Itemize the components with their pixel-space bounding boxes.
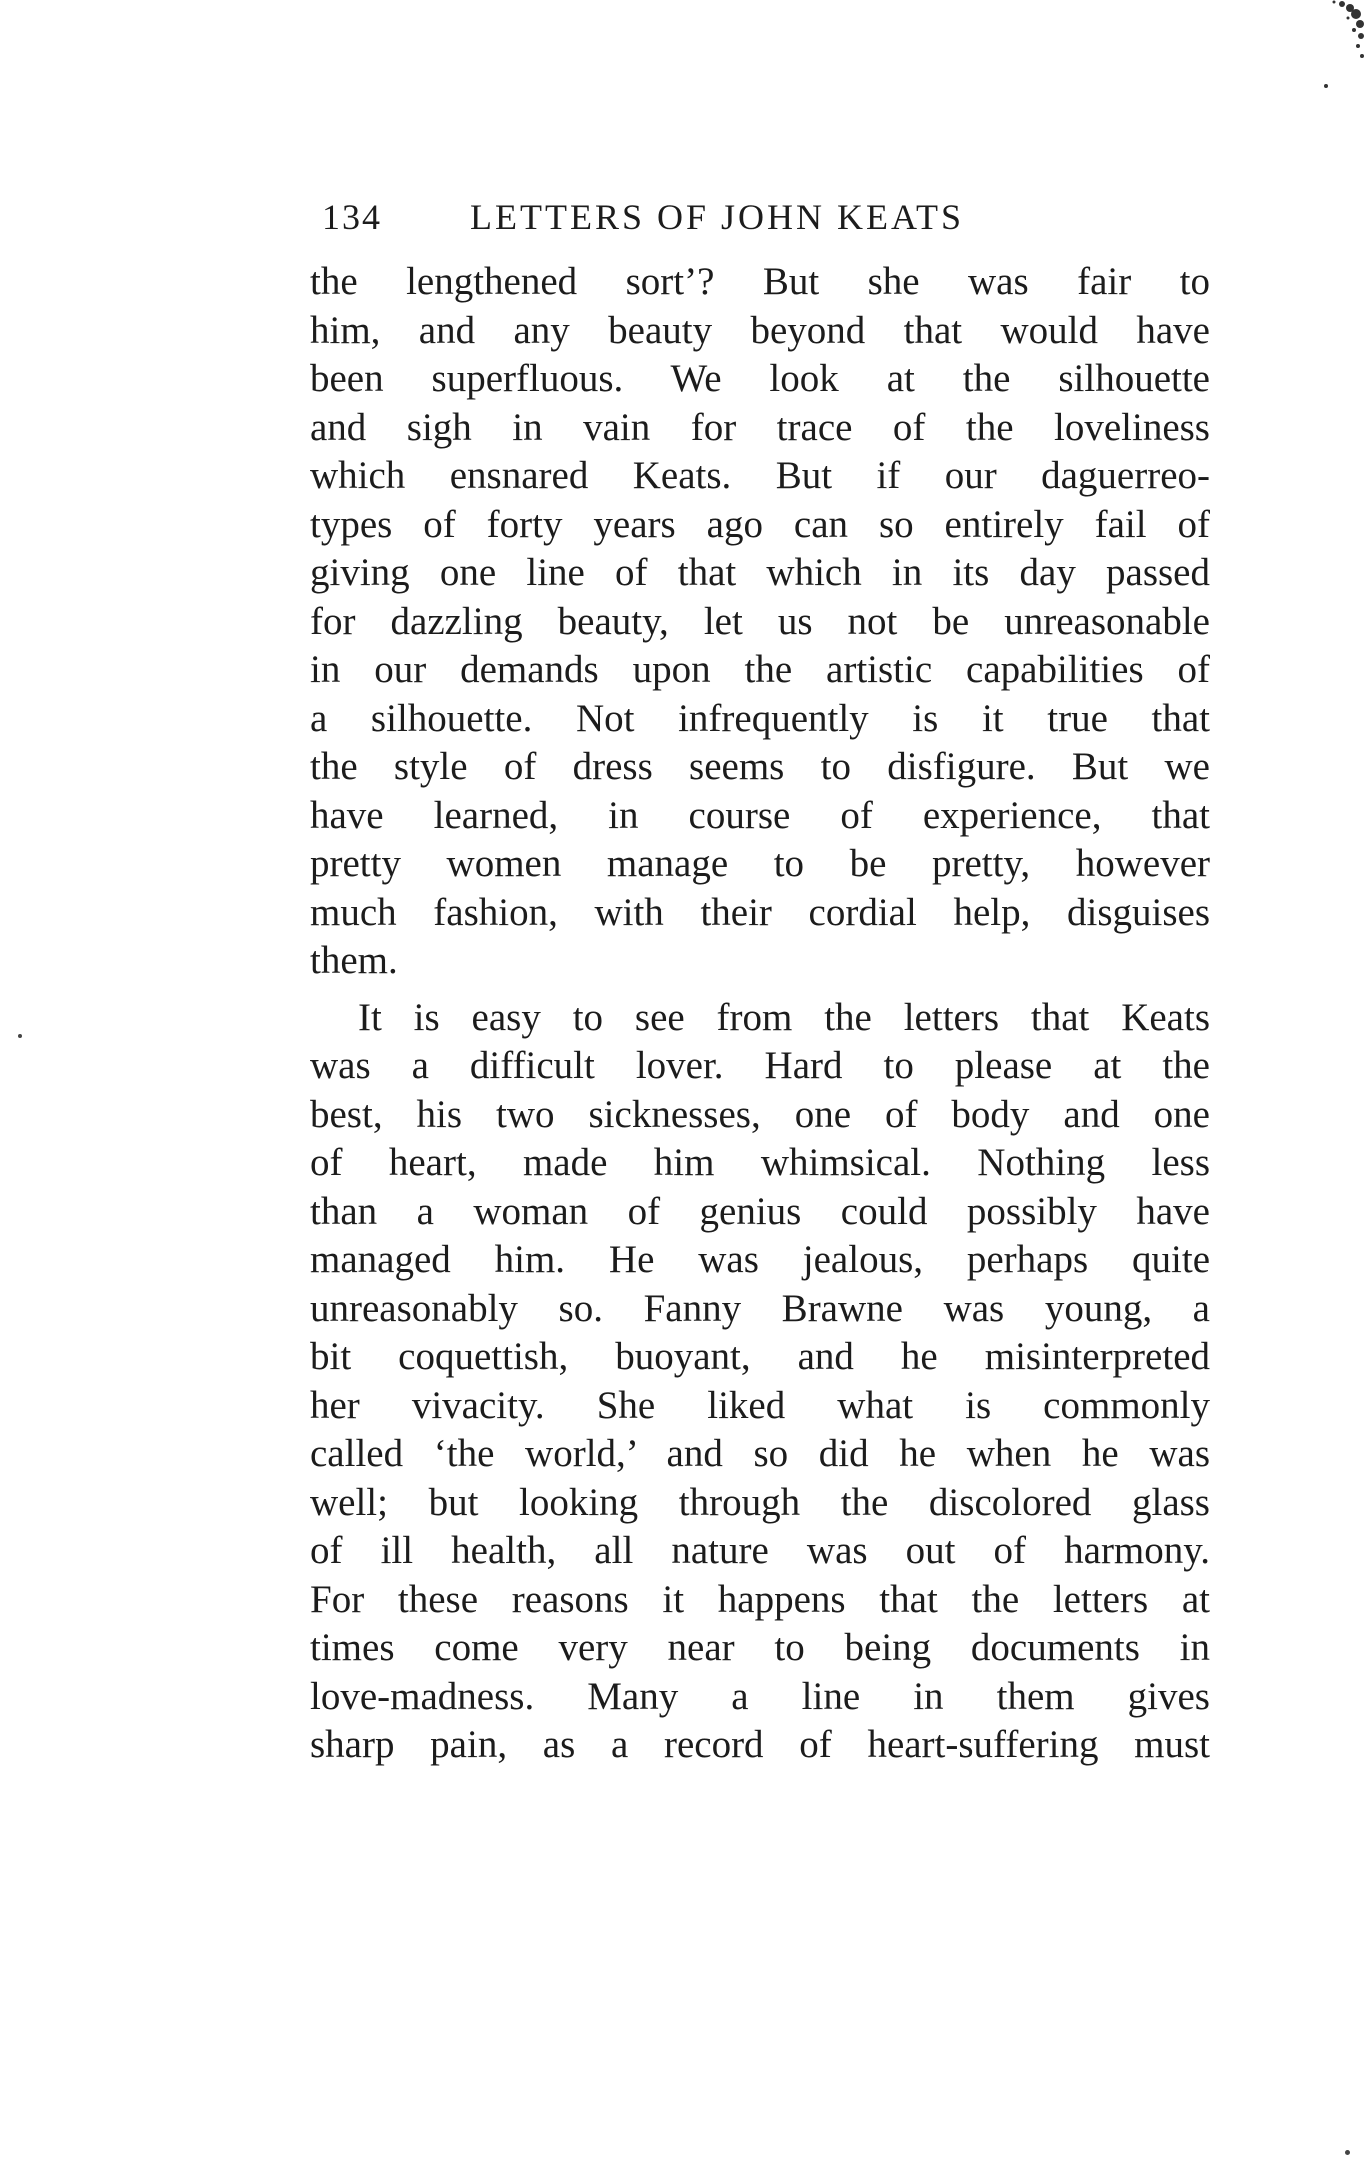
text-line: unreasonably so. Fanny Brawne was young, a	[310, 1286, 1210, 1330]
paragraph-2	[310, 994, 1210, 1770]
text-line: well; but looking through the discolored glass	[310, 1480, 1210, 1524]
text-line: pretty women manage to be pretty, however	[310, 842, 1210, 885]
text-line: giving one line of that which in its day passed	[310, 551, 1210, 594]
text-line: her vivacity. She liked what is commonly	[310, 1383, 1210, 1427]
text-line: him, and any beauty beyond that would have	[310, 308, 1210, 352]
text-line: been superfluous. We look at the silhouette	[310, 357, 1210, 400]
text-line: managed him. He was jealous, perhaps quite	[310, 1238, 1210, 1281]
text-line: have learned, in course of experience, that	[310, 793, 1210, 837]
paragraph-1	[310, 258, 1210, 986]
text-line: sharp pain, as a record of heart-suffering must	[310, 1723, 1210, 1766]
text-line: of ill health, all nature was out of harmony.	[310, 1529, 1210, 1572]
text-line: For these reasons it happens that the letters at	[310, 1577, 1210, 1621]
text-line: called ‘the world,’ and so did he when he was	[310, 1432, 1210, 1475]
text-line: for dazzling beauty, let us not be unreasonable	[310, 599, 1210, 643]
text-line: of heart, made him whimsical. Nothing less	[310, 1141, 1210, 1184]
text-line: bit coquettish, buoyant, and he misinterpreted	[310, 1335, 1210, 1378]
text-line: in our demands upon the artistic capabilities of	[310, 648, 1210, 691]
text-line: which ensnared Keats. But if our daguerreo-	[310, 454, 1210, 497]
paragraph-gap	[310, 986, 1210, 994]
page-edge-smudge	[1304, 0, 1364, 90]
ink-speck	[18, 1034, 22, 1038]
page-number: 134	[322, 197, 382, 237]
text-line: the style of dress seems to disfigure. But we	[310, 745, 1210, 788]
text-line: much fashion, with their cordial help, disguises	[310, 890, 1210, 934]
body-text	[310, 258, 1210, 1770]
ink-speck	[1345, 2150, 1350, 2155]
text-line: It is easy to see from the letters that Keats	[358, 995, 1210, 1039]
text-line: times come very near to being documents in	[310, 1626, 1210, 1669]
text-line: best, his two sicknesses, one of body and one	[310, 1092, 1210, 1136]
text-line: than a woman of genius could possibly have	[310, 1189, 1210, 1233]
text-line: was a difficult lover. Hard to please at the	[310, 1044, 1210, 1087]
text-line: love-madness. Many a line in them gives	[310, 1674, 1210, 1718]
text-line: and sigh in vain for trace of the loveliness	[310, 405, 1210, 449]
text-line: the lengthened sort’? But she was fair to	[310, 260, 1210, 303]
text-line: a silhouette. Not infrequently is it true that	[310, 696, 1210, 740]
text-line: types of forty years ago can so entirely fail of	[310, 502, 1210, 546]
running-title: LETTERS OF JOHN KEATS	[470, 197, 965, 237]
text-line: them.	[310, 939, 398, 982]
running-head	[322, 196, 1062, 246]
